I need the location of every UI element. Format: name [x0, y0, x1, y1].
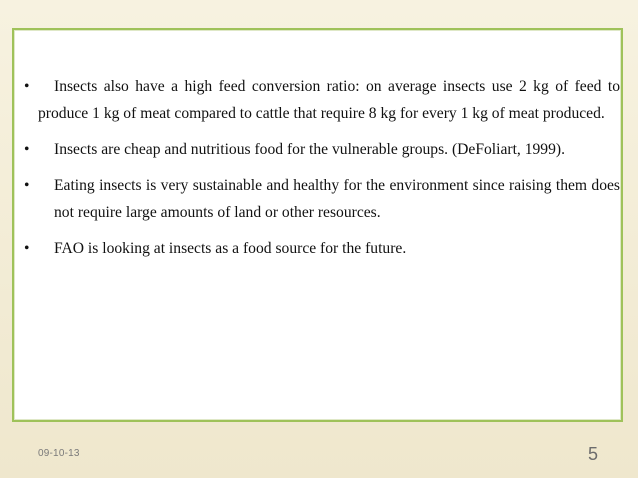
footer-date: 09-10-13 [38, 448, 80, 459]
bullet-marker-1: • [24, 78, 30, 95]
bullet-text-4: FAO is looking at insects as a food source for the future. [54, 240, 407, 257]
bullet-item-1 [24, 73, 620, 127]
bullet-text-1: Insects also have a high feed conversion ratio: on average insects use 2 kg of feed to produce 1 kg of meat compared to cattle that require 8 kg for every 1 kg of meat produced. [38, 78, 620, 122]
slide-content-box [12, 28, 623, 422]
bullet-item-4 [24, 235, 620, 262]
bullet-marker-3: • [24, 177, 30, 194]
bullet-list [24, 73, 620, 271]
page-number: 5 [588, 444, 599, 464]
bullet-text-3: Eating insects is very sustainable and healthy for the environment since raising them does not require large amounts of land or other resources. [54, 177, 620, 221]
bullet-item-3 [24, 172, 620, 226]
bullet-item-2 [24, 136, 620, 163]
bullet-marker-2: • [24, 141, 30, 158]
bullet-marker-4: • [24, 240, 30, 257]
bullet-text-2: Insects are cheap and nutritious food for the vulnerable groups. (DeFoliart, 1999). [54, 141, 565, 158]
